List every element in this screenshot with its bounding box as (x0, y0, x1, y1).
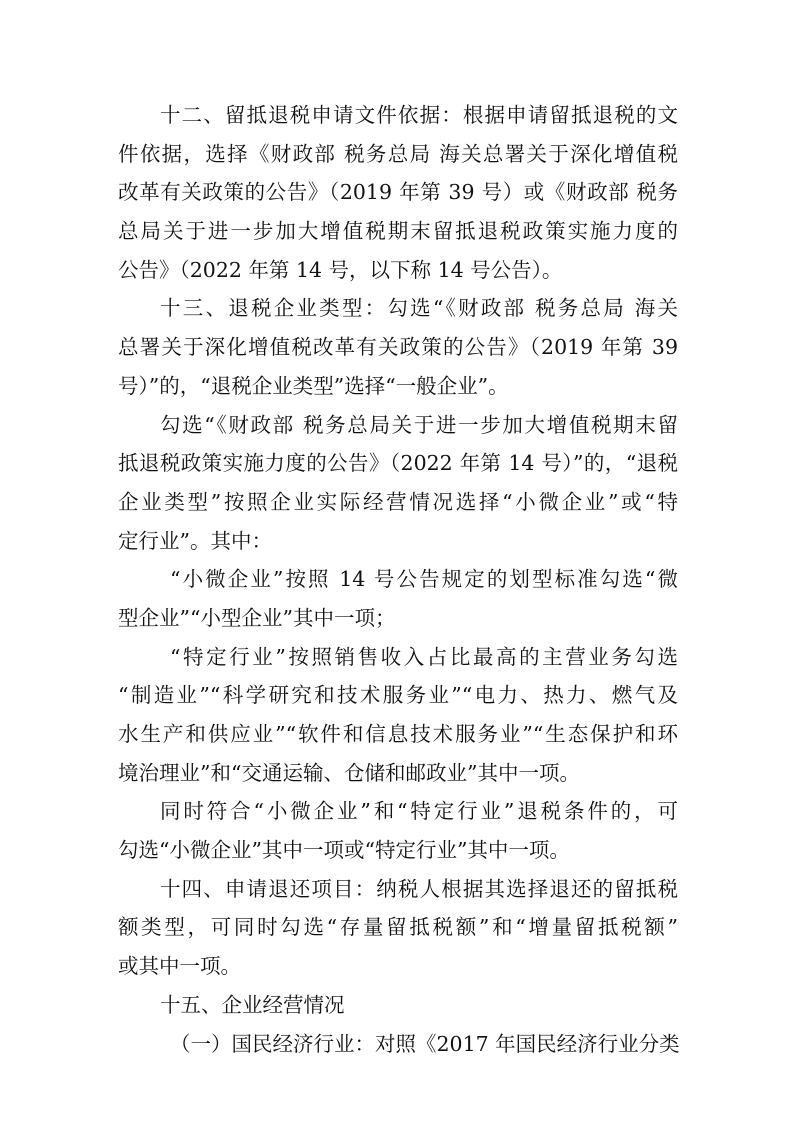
text-line: 同时符合“小微企业”和“特定行业”退税条件的，可 (160, 799, 678, 824)
text-line: 十四、申请退还项目：纳税人根据其选择退还的留抵税 (160, 876, 678, 901)
text-line: 勾选“小微企业”其中一项或“特定行业”其中一项。 (118, 838, 570, 863)
text-line: 抵退税政策实施力度的公告》（2022 年第 14 号）”的，“退税 (118, 451, 678, 476)
text-line: 十五、企业经营情况 (160, 992, 345, 1017)
text-line: 公告》（2022 年第 14 号，以下称 14 号公告）。 (118, 257, 563, 282)
text-line: （一）国民经济行业：对照《2017 年国民经济行业分类 (170, 1031, 680, 1056)
text-line: 企业类型”按照企业实际经营情况选择“小微企业”或“特 (118, 489, 678, 514)
text-line: 额类型，可同时勾选“存量留抵税额”和“增量留抵税额” (118, 915, 678, 940)
text-line: 定行业”。其中： (118, 528, 272, 553)
text-line: 总署关于深化增值税改革有关政策的公告》（2019 年第 39 (118, 335, 678, 360)
text-line: 件依据，选择《财政部 税务总局 海关总署关于深化增值税 (118, 141, 678, 166)
text-line: 勾选“《财政部 税务总局关于进一步加大增值税期末留 (160, 412, 678, 437)
text-line: 水生产和供应业”“软件和信息技术服务业”“生态保护和环 (118, 722, 678, 746)
text-line: 十三、退税企业类型：勾选“《财政部 税务总局 海关 (160, 296, 678, 321)
text-line: “特定行业”按照销售收入占比最高的主营业务勾选 (170, 644, 678, 669)
text-line: 改革有关政策的公告》（2019 年第 39 号）或《财政部 税务 (118, 180, 678, 205)
body-text (118, 96, 678, 1063)
text-line: 或其中一项。 (118, 954, 241, 979)
text-line: 总局关于进一步加大增值税期末留抵退税政策实施力度的 (118, 219, 678, 244)
text-line: 境治理业”和“交通运输、仓储和邮政业”其中一项。 (118, 760, 580, 785)
text-line: “制造业”“科学研究和技术服务业”“电力、热力、燃气及 (118, 683, 678, 708)
text-line: “小微企业”按照 14 号公告规定的划型标准勾选“微 (170, 567, 678, 592)
text-line: 号）”的，“退税企业类型”选择“一般企业”。 (118, 373, 509, 398)
text-line: 型企业”“小型企业”其中一项； (118, 605, 396, 630)
text-line: 十二、留抵退税申请文件依据：根据申请留抵退税的文 (160, 103, 678, 127)
